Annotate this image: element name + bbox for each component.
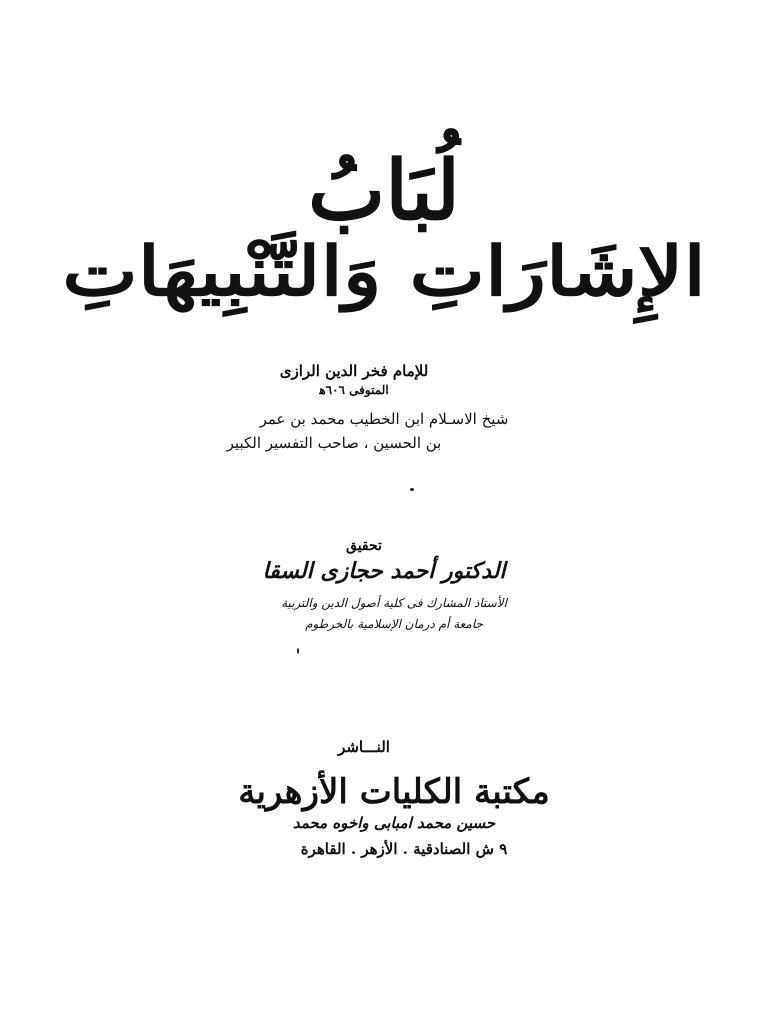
publisher-name: مكتبة الكليات الأزهرية xyxy=(238,772,550,812)
publisher-label: النـــاشر xyxy=(338,738,390,756)
ink-speck xyxy=(297,648,299,654)
publisher-address: ٩ ش الصنادقية . الأزهر . القاهرة xyxy=(300,840,508,858)
title-line-2: الإِشَارَاتِ وَالتَّنْبِيهَاتِ xyxy=(62,232,706,312)
verification-label: تحقيق xyxy=(346,538,382,554)
publisher-owners: حسين محمد امبابى واخوه محمد xyxy=(292,814,496,832)
editor-name: الدكتور أحمد حجازى السقا xyxy=(262,558,506,584)
author-description-line-1: شيخ الاسـلام ابن الخطيب محمد بن عمر xyxy=(259,410,509,428)
editor-role-line-2: جامعة أم درمان الإسلامية بالخرطوم xyxy=(305,617,483,631)
author-name: للإمام فخر الدين الرازى xyxy=(279,362,429,380)
editor-role-line-1: الأستاذ المشارك فى كلية أصول الدين والتربية xyxy=(281,596,507,610)
ink-speck xyxy=(410,488,414,491)
title-line-1: لُبَابُ xyxy=(308,143,460,239)
author-death-date: المتوفى ٦٠٦ﻫ xyxy=(319,383,389,397)
author-description-line-2: بن الحسين ، صاحب التفسير الكبير xyxy=(226,434,442,452)
